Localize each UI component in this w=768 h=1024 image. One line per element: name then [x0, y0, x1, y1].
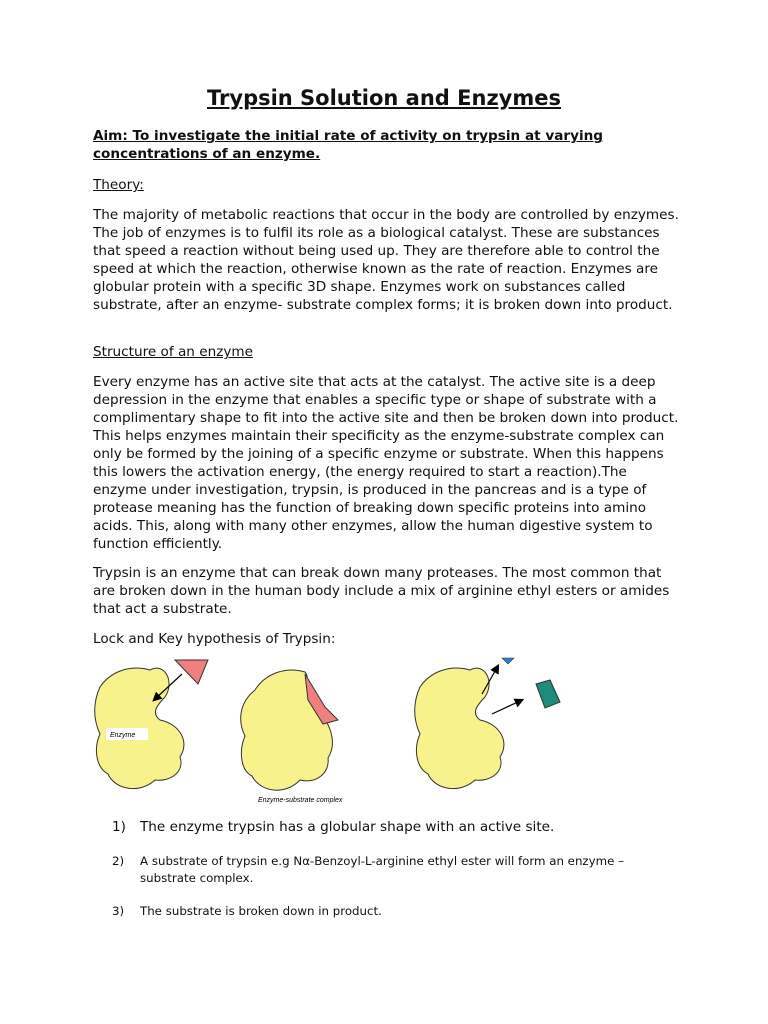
lock-and-key-diagram [90, 652, 570, 812]
enzyme-shape-3 [415, 668, 504, 789]
step-number: 3) [112, 904, 125, 918]
document-title: Trypsin Solution and Enzymes [207, 86, 561, 110]
theory-paragraph: The majority of metabolic reactions that occur in the body are controlled by enzymes. The job of enzymes is to fulfil its role as a biological catalyst. These are substances that speed a reaction without being used up. They are therefore able to control the speed at which the reaction, otherwise known as the rate of reaction. Enzymes are globular protein with a specific 3D shape. Enzymes work on substances called substrate, after an enzyme- substrate complex forms; it is broken down into product. [93, 207, 679, 313]
structure-paragraph: Every enzyme has an active site that acts at the catalyst. The active site is a deep depression in the enzyme that enables a specific type or shape of substrate with a complimentary shape to fit into the active site and then be broken down into product. This helps enzymes maintain their specificity as the enzyme-substrate complex can only be formed by the joining of a specific enzyme or substrate. When this happens this lowers the activation energy, (the energy required to start a reaction).The enzyme under investigation, trypsin, is produced in the pancreas and is a type of protease meaning has the function of breaking down specific proteins into amino acids. This, along with many other enzymes, allow the human digestive system to function efficiently. [93, 374, 679, 552]
enzyme-panel-3 [415, 658, 560, 789]
step-number: 2) [112, 854, 125, 868]
diagram-heading: Lock and Key hypothesis of Trypsin: [93, 631, 336, 647]
theory-heading: Theory: [93, 177, 144, 193]
enzyme-shape-2 [241, 670, 333, 790]
product-shape-a [536, 680, 560, 708]
release-arrow-2 [492, 700, 522, 714]
step-number: 1) [112, 819, 126, 835]
product-shape-b [502, 658, 514, 664]
substrate-shape [175, 660, 208, 684]
aim-statement: Aim: To investigate the initial rate of activity on trypsin at varying concentrations of an enzyme. [93, 128, 604, 162]
step-text: A substrate of trypsin e.g Nα-Benzoyl-L-arginine ethyl ester will form an enzyme – substrate complex. [140, 854, 624, 885]
step-text: The substrate is broken down in product. [140, 904, 382, 918]
trypsin-paragraph: Trypsin is an enzyme that can break down many proteases. The most common that are broken down in the human body include a mix of arginine ethyl esters or amides that act a substrate. [93, 565, 670, 617]
complex-label: Enzyme-substrate complex [258, 797, 343, 804]
enzyme-label: Enzyme [110, 732, 136, 739]
enzyme-panel-2 [241, 670, 343, 804]
structure-heading: Structure of an enzyme [93, 344, 254, 360]
enzyme-panel-1 [95, 660, 208, 789]
step-text: The enzyme trypsin has a globular shape with an active site. [140, 819, 555, 835]
